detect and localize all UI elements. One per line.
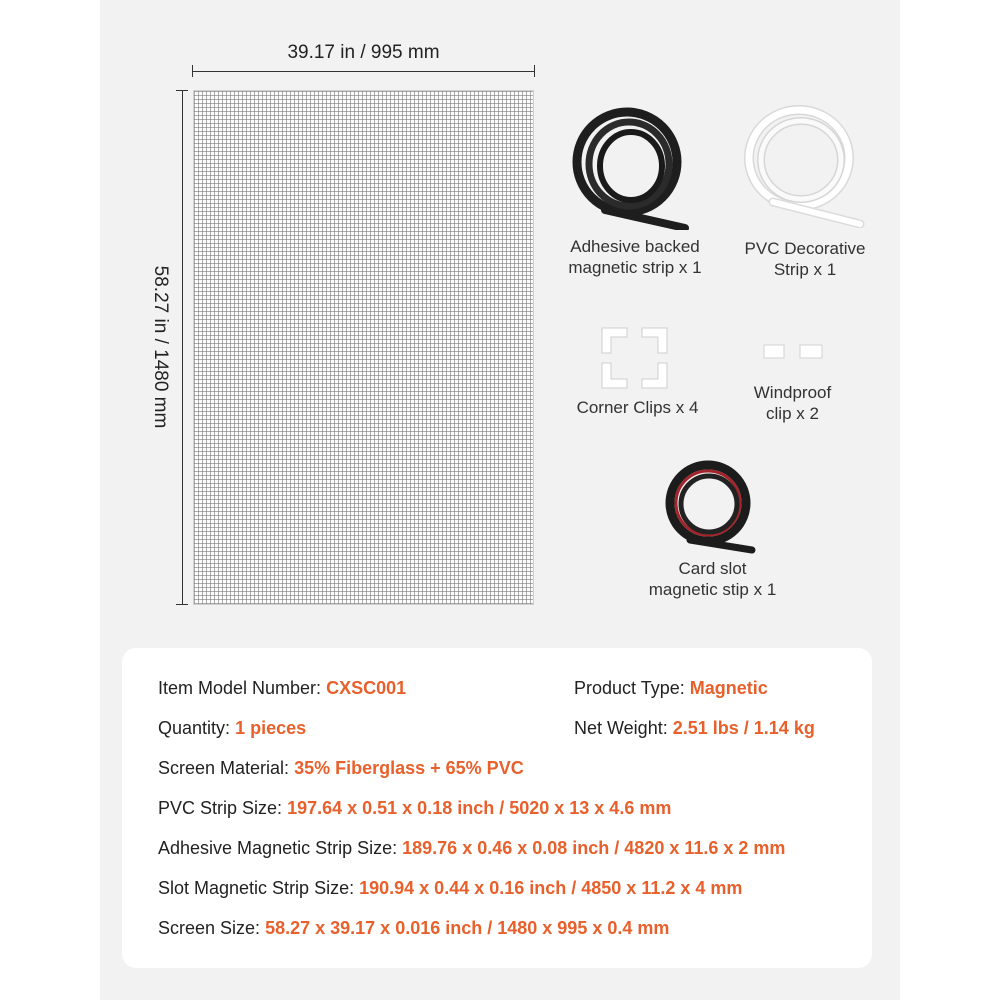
spec-slot-size-key: Slot Magnetic Strip Size: xyxy=(158,878,355,898)
spec-slot-size-value: 190.94 x 0.44 x 0.16 inch / 4850 x 11.2 x 4 mm xyxy=(359,878,743,898)
card-slot-strip-label-line1: Card slot xyxy=(678,559,747,578)
width-dimension-label: 39.17 in / 995 mm xyxy=(287,42,440,63)
spec-card xyxy=(122,648,872,968)
windproof-clip-image xyxy=(760,340,830,364)
spec-quantity-key: Quantity: xyxy=(158,718,231,738)
width-dimension-line xyxy=(192,71,535,72)
spec-type-value: Magnetic xyxy=(689,678,768,698)
spec-model-value: CXSC001 xyxy=(326,678,407,698)
spec-quantity-value: 1 pieces xyxy=(235,718,307,738)
spec-model xyxy=(158,678,406,699)
windproof-clip-label xyxy=(730,382,855,424)
spec-pvc-size xyxy=(158,798,671,819)
windproof-clip-label-line1: Windproof xyxy=(753,383,832,402)
pvc-strip-label-line1: PVC Decorative xyxy=(744,239,866,258)
pvc-decorative-strip-image xyxy=(735,98,865,228)
spec-type xyxy=(574,678,768,699)
spec-screen-size-key: Screen Size: xyxy=(158,918,261,938)
spec-pvc-size-key: PVC Strip Size: xyxy=(158,798,283,818)
spec-screen-size-value: 58.27 x 39.17 x 0.016 inch / 1480 x 995 x 0.4 mm xyxy=(265,918,670,938)
adhesive-strip-label-line2: magnetic strip x 1 xyxy=(568,258,702,277)
adhesive-magnetic-strip-image xyxy=(565,100,695,230)
spec-material-key: Screen Material: xyxy=(158,758,290,778)
spec-adhesive-size-key: Adhesive Magnetic Strip Size: xyxy=(158,838,398,858)
spec-weight-value: 2.51 lbs / 1.14 kg xyxy=(672,718,815,738)
height-dimension-line xyxy=(182,90,183,605)
adhesive-strip-label xyxy=(555,236,715,278)
spec-quantity xyxy=(158,718,306,739)
spec-weight-key: Net Weight: xyxy=(574,718,668,738)
spec-model-key: Item Model Number: xyxy=(158,678,322,698)
spec-weight xyxy=(574,718,815,739)
screen-mesh-image xyxy=(193,90,534,605)
card-slot-magnetic-strip-image xyxy=(660,455,760,555)
windproof-clip-label-line2: clip x 2 xyxy=(766,404,819,423)
spec-type-key: Product Type: xyxy=(574,678,685,698)
adhesive-strip-label-line1: Adhesive backed xyxy=(570,237,700,256)
spec-screen-size xyxy=(158,918,669,939)
corner-clips-label xyxy=(565,397,710,418)
card-slot-strip-label xyxy=(630,558,795,600)
card-slot-strip-label-line2: magnetic stip x 1 xyxy=(648,580,777,599)
spec-adhesive-size-value: 189.76 x 0.46 x 0.08 inch / 4820 x 11.6 x 2 mm xyxy=(402,838,786,858)
height-dimension-label: 58.27 in / 1480 mm xyxy=(150,265,171,429)
pvc-strip-label xyxy=(730,238,880,280)
pvc-strip-label-line2: Strip x 1 xyxy=(773,260,837,279)
spec-material-value: 35% Fiberglass + 65% PVC xyxy=(294,758,524,778)
corner-clips-label-line1: Corner Clips x 4 xyxy=(576,398,699,417)
spec-material xyxy=(158,758,524,779)
spec-pvc-size-value: 197.64 x 0.51 x 0.18 inch / 5020 x 13 x 4.6 mm xyxy=(287,798,672,818)
corner-clips-image xyxy=(597,323,672,393)
spec-slot-size xyxy=(158,878,742,899)
spec-adhesive-size xyxy=(158,838,785,859)
